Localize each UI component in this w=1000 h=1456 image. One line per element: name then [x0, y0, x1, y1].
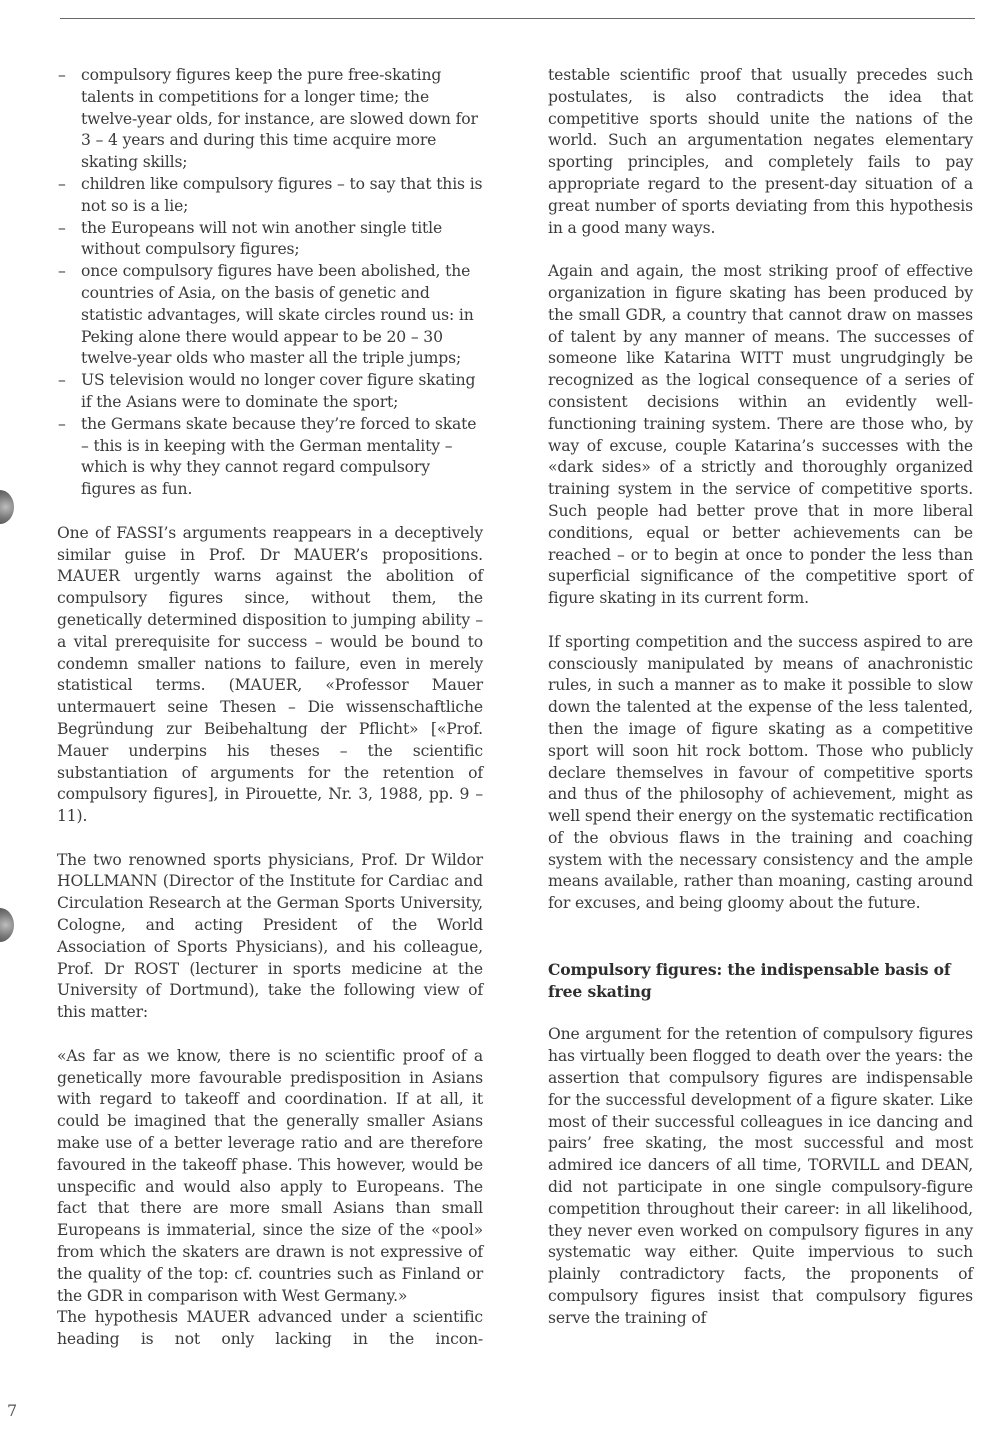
dash-bullet-icon: – [58, 371, 66, 390]
dash-bullet-icon: – [58, 66, 66, 84]
left-column [57, 65, 483, 1351]
right-column [548, 65, 973, 1330]
paragraph-sporting-competition: If sporting competition and the success aspired to are consciously manipulated by means of anachronistic rules, in such a manner as to make it possible to slow down the talented at the expense of the less talented, then the image of figure skating as a competitive sport will soon hit rock bottom. Those who publicly declare themselves in favour of competitive sports and thus of the philosophy of achievement, might as well spend their energy on the systematic rectification of the obvious flaws in the training and coaching system with the necessary consistency and the ample means available, rather than moaning, casting around for excuses, and being gloomy about the future. [548, 632, 973, 913]
section-heading: Compulsory figures: the indispensable basis of free skating [548, 960, 951, 1001]
paragraph-physicians-quote: «As far as we know, there is no scientific proof of a genetically more favourable predisposition in Asians with regard to takeoff and coordination. If at all, it could be imagined that the generally smaller Asians make use of a better leverage ratio and are therefore favoured in the takeoff phase. This however, would be unspecific and would also apply to Europeans. The fact that there are more small Asians than small Europeans is immaterial, since the size of the «pool» from which the skaters are drawn is not expressive of the quality of the top: cf. countries such as Finland or the GDR in comparison with West Germany.» [57, 1046, 483, 1305]
page-number: 7 [7, 1401, 18, 1420]
paragraph-sports-physicians: The two renowned sports physicians, Prof. Dr Wildor HOLLMANN (Director of the Institute for Cardiac and Circulation Research at the German Sports University, Cologne, and acting President of the World Association of Sports Physicians), and his colleague, Prof. Dr ROST (lecturer in sports medicine at the University of Dortmund), take the following view of this matter: [57, 850, 483, 1022]
argument-list [57, 65, 483, 501]
list-item: – US television would no longer cover figure skating if the Asians were to dominate the sport; [58, 371, 476, 411]
paragraph-scientific-proof: testable scientific proof that usually precedes such postulates, is also contradicts the idea that competitive sports should unite the nations of the world. Such an argumentation negates elementary sporting principles, and completely fails to pay appropriate regard to the present-day situation of a great number of sports deviating from this hypothesis in a good many ways. [548, 66, 973, 237]
dash-bullet-icon: – [58, 174, 66, 193]
dash-bullet-icon: – [58, 262, 66, 281]
paragraph-gdr-organization: Again and again, the most striking proof of effective organization in figure skating has been produced by the small GDR, a country that cannot draw on masses of talent by any manner of means. The successes of someone like Katarina WITT must ungrudgingly be recognized as the logical consequence of a series of consistent decisions within an evidently well-functioning training system. There are those who, by way of excuse, couple Katarina’s successes with the «dark sides» of a strictly and thoroughly organized training system in the service of competitive sports. Such people had better prove that in more liberal conditions, equal or better achievements can be reached – or to begin at once to ponder the less than superficial significance of the competitive sport of figure skating in its current form. [548, 262, 973, 608]
list-item: – the Germans skate because they’re forced to skate – this is in keeping with the German mentality – which is why they cannot regard compulsory figures as fun. [58, 414, 477, 499]
paragraph-mauer-propositions: One of FASSI’s arguments reappears in a deceptively similar guise in Prof. Dr MAUER’s propositions. MAUER urgently warns against the abolition of compulsory figures since, without them, the genetically determined disposition to jumping ability – a vital prerequisite for success – would be bound to condemn smaller nations to failure, even in merely statistical terms. (MAUER, «Professor Mauer untermauert seine Thesen – Die wissenschaftliche Begründung zur Beibehaltung der Pflicht» [«Prof. Mauer underpins his theses – the scientific substantiation of arguments for the retention of compulsory figures], in Pirouette, Nr. 3, 1988, pp. 9 – 11). [57, 523, 483, 826]
header-rule [60, 18, 975, 19]
paragraph-retention-argument: One argument for the retention of compulsory figures has virtually been flogged to death over the years: the assertion that compulsory figures are indispensable for the successful development of a figure skater. Like most of their successful colleagues in ice dancing and pairs’ free skating, the most successful and most admired ice dancers of all time, TORVILL and DEAN, did not participate in one single compulsory-figure competition throughout their career: in all likelihood, they never even worked on compulsory figures in any systematic way either. Quite impervious to such plainly contradictory facts, the proponents of compulsory figures insist that compulsory figures serve the training of [548, 1025, 973, 1327]
dash-bullet-icon: – [58, 218, 66, 237]
binder-hole-lower [0, 908, 14, 942]
dash-bullet-icon: – [58, 414, 66, 433]
binder-hole-upper [0, 490, 14, 524]
paragraph-mauer-hypothesis: The hypothesis MAUER advanced under a scientific heading is not only lacking in the incon- [57, 1308, 483, 1349]
list-item: – children like compulsory figures – to say that this is not so is a lie; [58, 174, 483, 215]
list-item: – once compulsory figures have been abolished, the countries of Asia, on the basis of genetic and statistic advantages, will skate circles round us: in Peking alone there would appear to be 20 – 30 twelve-year olds who master all the triple jumps; [58, 262, 474, 368]
list-item: – compulsory figures keep the pure free-skating talents in competitions for a longer time; the twelve-year olds, for instance, are slowed down for 3 – 4 years and during this time acquire more skating skills; [58, 66, 478, 172]
list-item: – the Europeans will not win another single title without compulsory figures; [58, 218, 443, 259]
